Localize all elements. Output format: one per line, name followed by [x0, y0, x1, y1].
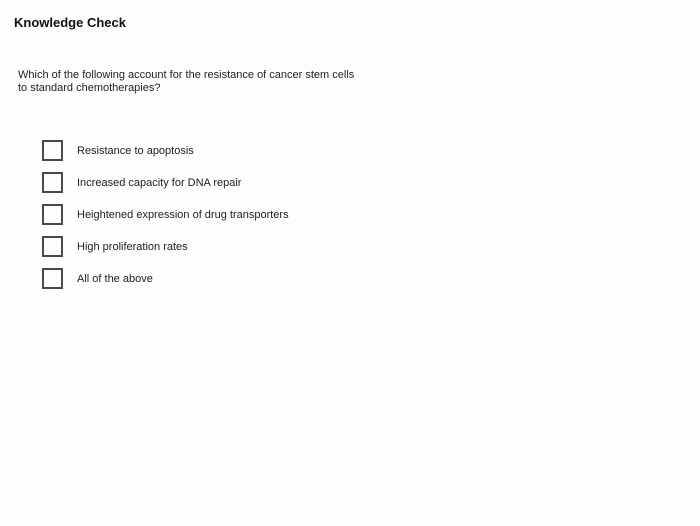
option-checkbox[interactable]	[42, 172, 63, 193]
page-title: Knowledge Check	[14, 15, 126, 30]
option-all-of-the-above[interactable]	[42, 268, 289, 289]
option-drug-transporters[interactable]	[42, 204, 289, 225]
option-label: Resistance to apoptosis	[77, 144, 194, 157]
option-resistance-to-apoptosis[interactable]	[42, 140, 289, 161]
option-checkbox[interactable]	[42, 268, 63, 289]
option-label: Heightened expression of drug transporters	[77, 208, 289, 221]
option-checkbox[interactable]	[42, 204, 63, 225]
option-dna-repair[interactable]	[42, 172, 289, 193]
option-checkbox[interactable]	[42, 236, 63, 257]
question-text: Which of the following account for the resistance of cancer stem cells to standard chemotherapies?	[18, 69, 355, 94]
option-label: Increased capacity for DNA repair	[77, 176, 242, 189]
option-checkbox[interactable]	[42, 140, 63, 161]
option-label: High proliferation rates	[77, 240, 188, 253]
option-proliferation-rates[interactable]	[42, 236, 289, 257]
answer-options	[42, 140, 289, 300]
option-label: All of the above	[77, 272, 153, 285]
